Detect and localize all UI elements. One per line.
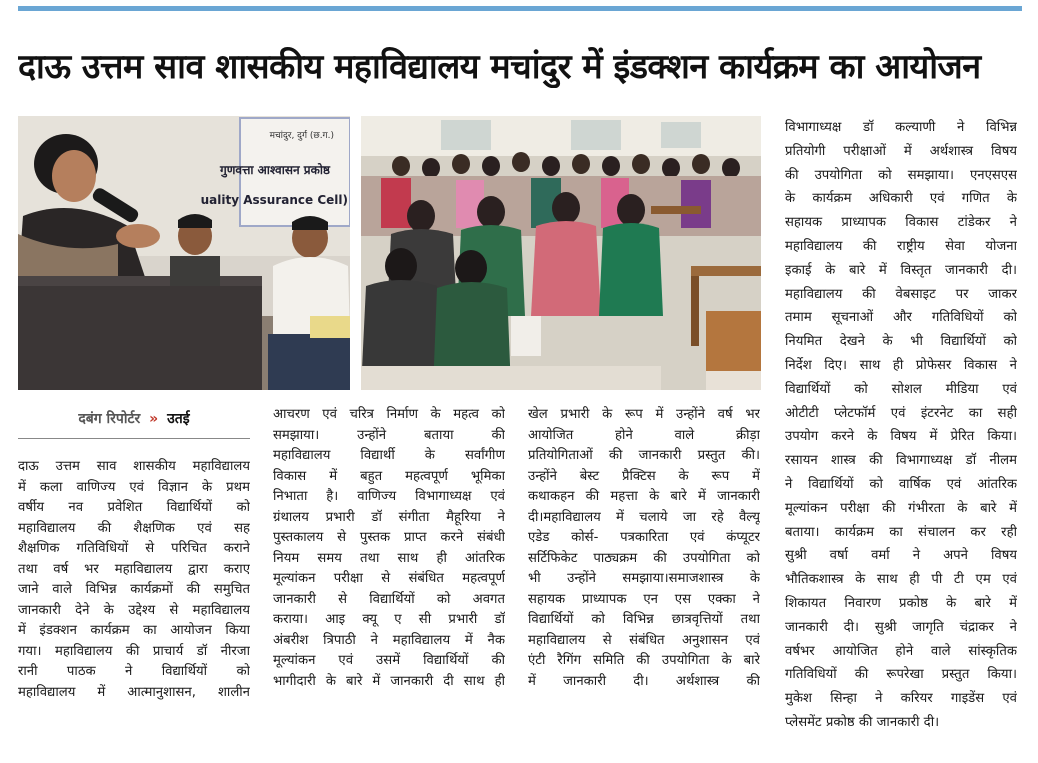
text-line: ने विद्यार्थियों को वार्षिक एवं आंतरिक [785, 476, 1017, 492]
byline-separator: » [149, 411, 159, 427]
text-line: की उपयोगिता को समझाया। एनएसएस [785, 167, 1017, 183]
text-line: पुस्तकालय से पुस्तक प्राप्त करने संबंधी [273, 530, 505, 545]
text-line: जानकारी दी। सुश्री जागृति चंद्राकर ने [785, 619, 1017, 635]
banner-line-3: uality Assurance Cell) [200, 193, 348, 207]
text-line: में इंडक्शन कार्यक्रम का आयोजन किया [18, 623, 250, 638]
text-line: जानकारी देने के उद्देश्य से महाविद्यालय [18, 602, 250, 618]
text-line: कराया। आइ क्यू ए सी प्रभारी डॉ [273, 612, 505, 627]
text-line: इकाई के बारे में विस्तृत जानकारी दी। [785, 262, 1017, 278]
text-line: उन्होंने बेस्ट प्रैक्टिस के रूप में [528, 468, 760, 484]
text-line: जाने वाले विभिन्न कार्यक्रमों की समुचित [18, 582, 250, 597]
text-line: महाविद्यालय में आत्मानुशासन, शालीन [18, 684, 250, 700]
text-line: जानकारी से विद्यार्थियों को अवगत [273, 591, 505, 607]
text-line: के कार्यक्रम अधिकारी एवं गणित के [785, 191, 1017, 207]
text-line: खेल प्रभारी के रूप में उन्होंने वर्ष भर [528, 407, 760, 422]
top-color-bar [18, 6, 1022, 11]
text-line: ओटीटी प्लेटफॉर्म एवं इंटरनेट का सही [785, 405, 1017, 421]
reporter-name: दबंग रिपोर्टर [78, 411, 141, 427]
text-line: सुश्री वर्षा वर्मा ने अपने विषय [785, 548, 1017, 564]
text-line: एडेड कोर्स- पत्रकारिता एवं कंप्यूटर [528, 530, 760, 545]
text-line: सहायक प्राध्यापक विकास टांडेकर ने [785, 215, 1017, 231]
text-line: शिकायत निवारण प्रकोष्ठ के बारे में [785, 595, 1017, 611]
text-line: वर्षभर आयोजित होने वाले सांस्कृतिक [785, 643, 1017, 659]
text-line: सर्टिफिकेट पाठ्यक्रम की उपयोगिता को [528, 550, 760, 566]
dateline-place: उतई [167, 411, 190, 427]
text-line: विद्यार्थियों को विभिन्न छात्रवृत्तियों तथा [528, 612, 760, 627]
text-line: सहायक प्राध्यापक एन एस एक्का ने [528, 591, 760, 607]
text-line: निर्देश दिए। साथ ही प्रोफेसर विकास ने [785, 357, 1017, 373]
text-line: में जानकारी दी। अर्थशास्त्र की [528, 673, 760, 689]
text-line: भी उन्होंने समझाया।समाजशास्त्र के [528, 571, 760, 586]
text-line: रानी पाठक ने विद्यार्थियों को [18, 664, 250, 679]
text-line: विकास में बहुत महत्वपूर्ण भूमिका [273, 468, 505, 484]
text-line: एंटी रैगिंग समिति की उपयोगिता के बारे [528, 653, 760, 668]
column-4 [785, 116, 1017, 735]
text-line: भौतिकशास्त्र के साथ ही पी टी एम एवं [785, 572, 1017, 588]
text-line: समझाया। उन्होंने बताया की [273, 427, 505, 443]
text-line: मूल्यांकन परीक्षा की गंभीरता के बारे में [785, 500, 1017, 516]
banner-line-1: मचांदुर, दुर्ग (छ.ग.) [269, 131, 334, 141]
text-line: प्रतियोगी परीक्षाओं में अर्थशास्त्र विषय [785, 143, 1017, 159]
text-line: तमाम सूचनाओं और गतिविधियों को [785, 310, 1017, 326]
text-line: प्लेसमेंट प्रकोष्ठ की जानकारी दी। [785, 714, 940, 730]
photo-speaker [18, 116, 350, 390]
text-line: प्रतियोगिताओं की जानकारी प्रस्तुत की। [528, 448, 760, 463]
text-line: मुकेश सिन्हा ने करियर गाइडेंस एवं [785, 691, 1017, 707]
column-2 [273, 405, 505, 692]
headline: दाऊ उत्तम साव शासकीय महाविद्यालय मचांदुर में इंडक्शन कार्यक्रम का आयोजन [18, 47, 981, 87]
text-line: वर्षीय नव प्रवेशित विद्यार्थियों को [18, 500, 250, 515]
text-line: मूल्यांकन एवं उसमें विद्यार्थियों की [273, 653, 505, 668]
text-line: शैक्षणिक गतिविधियों से परिचित कराने [18, 541, 250, 556]
text-line: विद्यार्थियों को सोशल मीडिया एवं [785, 381, 1017, 397]
text-line: बताया। कार्यक्रम का संचालन कर रही [785, 524, 1017, 540]
text-line: भागीदारी के बारे में जानकारी दी साथ ही [273, 673, 505, 689]
column-1 [18, 457, 250, 703]
text-line: रसायन शास्त्र की विभागाध्यक्ष डॉ नीलम [785, 453, 1017, 469]
text-line: गया। महाविद्यालय की प्राचार्य डॉ नीरजा [18, 643, 250, 659]
text-line: महाविद्यालय की राष्ट्रीय सेवा योजना [785, 238, 1017, 254]
text-line: महाविद्यालय से संबंधित अनुशासन एवं [528, 632, 760, 648]
byline-rule [18, 438, 250, 439]
text-line: मूल्यांकन परीक्षा से संबंधित महत्वपूर्ण [273, 571, 505, 586]
text-line: महाविद्यालय विद्यार्थी के सर्वांगीण [273, 448, 505, 463]
text-line: ग्रंथालय प्रभारी डॉ संगीता मैहूरिया ने [273, 509, 505, 525]
text-line: आयोजित होने वाले क्रीड़ा [528, 427, 760, 443]
text-line: गतिविधियों की रूपरेखा प्रस्तुत किया। [785, 667, 1017, 683]
text-line: महाविद्यालय की शैक्षणिक एवं सह [18, 520, 250, 536]
photo-classroom [361, 116, 761, 390]
text-line: उपयोग करने के विषय में प्रेरित किया। [785, 429, 1017, 445]
text-line: महाविद्यालय की वेबसाइट पर जाकर [785, 286, 1017, 302]
column-3 [528, 405, 760, 692]
text-line: आचरण एवं चरित्र निर्माण के महत्व को [273, 407, 505, 422]
text-line: नियम समय तथा साथ ही आंतरिक [273, 550, 505, 566]
text-line: निभाता है। वाणिज्य विभागाध्यक्ष एवं [273, 489, 505, 504]
text-line: कथाकहन की महत्ता के बारे में जानकारी [528, 489, 760, 504]
text-line: दी।महाविद्यालय में चलाये जा रहे वैल्यू [528, 509, 760, 525]
text-line: दाऊ उत्तम साव शासकीय महाविद्यालय [18, 459, 250, 474]
text-line: नियमित देखने के भी विद्यार्थियों को [785, 334, 1017, 350]
byline [18, 408, 250, 430]
text-line: अंबरीश त्रिपाठी ने महाविद्यालय में नैक [273, 632, 505, 648]
text-line: विभागाध्यक्ष डॉ कल्याणी ने विभिन्न [785, 120, 1017, 135]
banner-line-2: गुणवत्ता आश्वासन प्रकोष्ठ [220, 163, 330, 177]
text-line: तथा वर्ष भर महाविद्यालय द्वारा कराए [18, 561, 250, 577]
text-line: में कला वाणिज्य एवं विज्ञान के प्रथम [18, 479, 250, 495]
